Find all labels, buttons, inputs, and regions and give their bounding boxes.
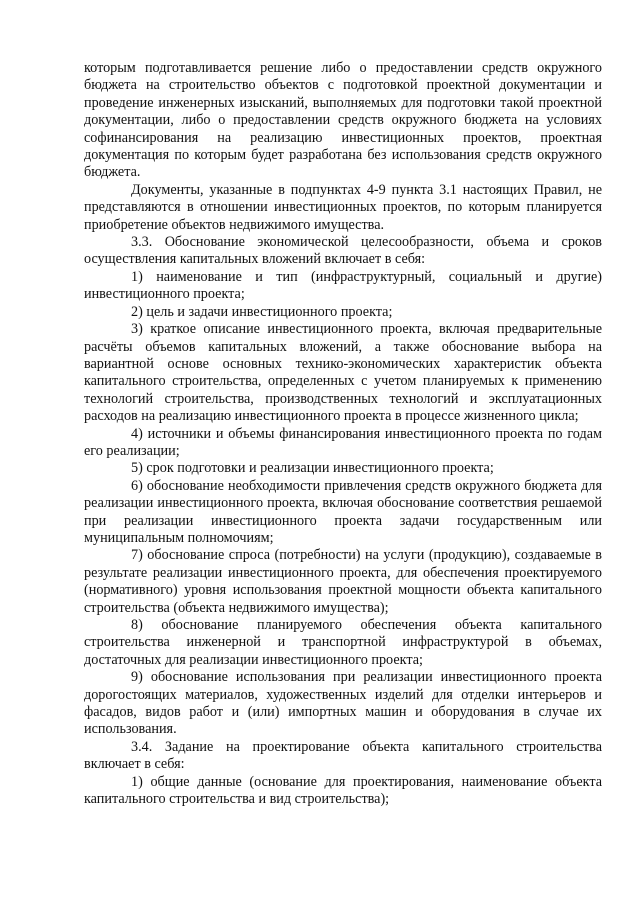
list-item-3-3-3: 3) краткое описание инвестиционного проекта, включая предварительные расчёты объемов капитальных вложений, а также обоснование выбора на вариантной основе основных технико-экономических характеристик объекта капитального строительства, определенных с учетом планируемых к применению технологий строительства, производственных технологий и эксплуатационных расходов на реализацию инвестиционного проекта в процессе жизненного цикла; [84,321,602,425]
list-item-3-3-2: 2) цель и задачи инвестиционного проекта; [131,303,393,320]
list-item-3-4-1: 1) общие данные (основание для проектирования, наименование объекта капитального строительства и вид строительства); [84,773,602,808]
list-item-3-3-6: 6) обоснование необходимости привлечения средств окружного бюджета для реализации инвестиционного проекта, включая обоснование соответствия решаемой при реализации инвестиционного проекта задачи государственным или муниципальным полномочиям; [84,477,602,546]
list-item-3-3-4: 4) источники и объемы финансирования инвестиционного проекта по годам его реализации; [84,425,602,459]
list-item-3-3-7: 7) обоснование спроса (потребности) на услуги (продукцию), создаваемые в результате реализации инвестиционного проекта, для обеспечения проектируемого (нормативного) уровня использования проектной мощности объекта капитального строительства (объекта недвижимого имущества); [84,547,602,616]
paragraph-continuation: которым подготавливается решение либо о предоставлении средств окружного бюджета на строительство объектов с подготовкой проектной документации и проведение инженерных изысканий, выполняемых для подготовки такой проектной документации, либо о предоставлении средств окружного бюджета на условиях софинансирования на реализацию инвестиционных проектов, проектная документация по которым будет разработана без использования средств окружного бюджета. [84,60,602,181]
list-item-3-3-9: 9) обоснование использования при реализации инвестиционного проекта дорогостоящих материалов, художественных изделий для отделки интерьеров и фасадов, видов работ и (или) импортных машин и оборудования в случае их использования. [84,669,602,738]
document-page [84,60,602,808]
paragraph-section-3-3: 3.3. Обоснование экономической целесообразности, объема и сроков осуществления капитальных вложений включает в себя: [84,234,602,268]
list-item-3-3-1: 1) наименование и тип (инфраструктурный, социальный и другие) инвестиционного проекта; [84,268,602,303]
paragraph-documents-note: Документы, указанные в подпунктах 4-9 пункта 3.1 настоящих Правил, не представляются в отношении инвестиционных проектов, по которым планируется приобретение объектов недвижимого имущества. [84,181,602,233]
list-item-3-3-8: 8) обоснование планируемого обеспечения объекта капитального строительства инженерной и транспортной инфраструктурой в объемах, достаточных для реализации инвестиционного проекта; [84,617,602,668]
paragraph-section-3-4: 3.4. Задание на проектирование объекта капитального строительства включает в себя: [84,738,602,773]
list-item-3-3-5: 5) срок подготовки и реализации инвестиционного проекта; [131,460,494,477]
